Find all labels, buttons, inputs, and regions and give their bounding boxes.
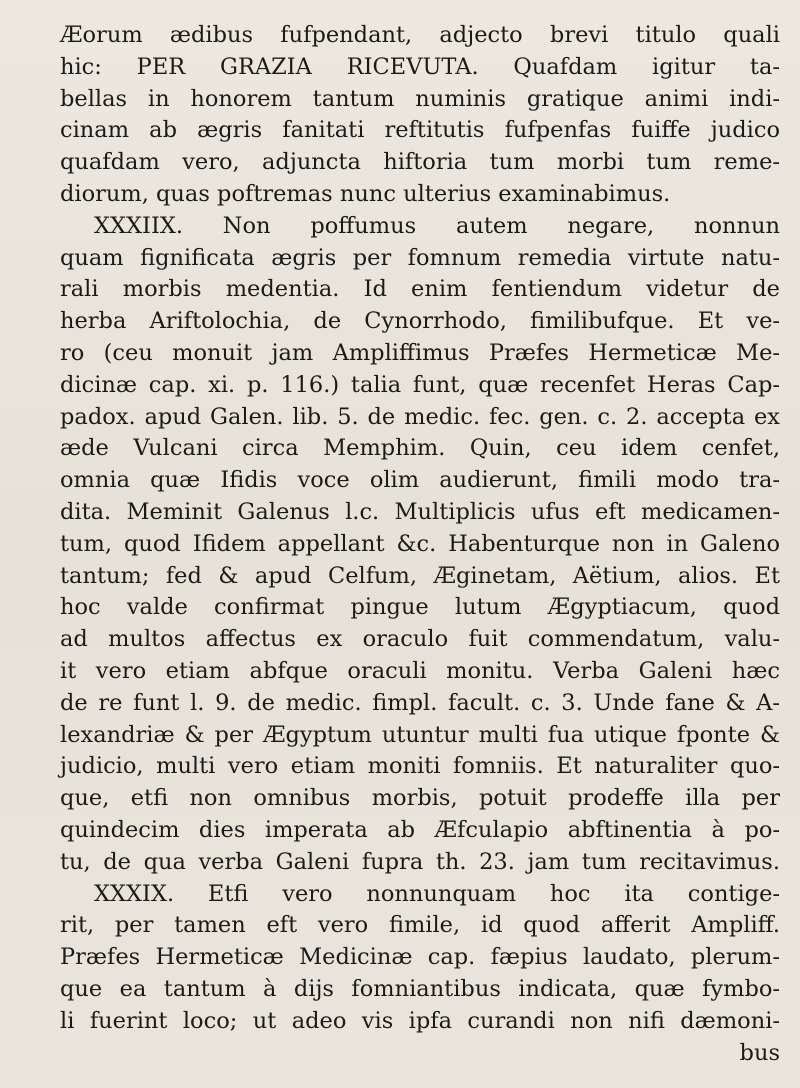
text-line: æde Vulcani circa Memphim. Quin, ceu idem cenfet, — [60, 435, 780, 462]
text-line: herba Ariftolochia, de Cynorrhodo, fimilibufque. Et ve- — [60, 308, 780, 335]
section-heading-line: XXXIX. Etfi vero nonnunquam hoc ita contige- — [94, 880, 780, 907]
text-line: cinam ab ægris fanitati reftitutis fufpenfas fuiffe judico — [60, 117, 780, 144]
text-block — [60, 20, 780, 1069]
text-line: hic: PER GRAZIA RICEVUTA. Quafdam igitur ta- — [60, 53, 780, 80]
text-line: quindecim dies imperata ab Æfculapio abftinentia à po- — [60, 816, 780, 843]
text-line: ad multos affectus ex oraculo fuit commendatum, valu- — [60, 626, 780, 653]
text-line: bellas in honorem tantum numinis gratique animi indi- — [60, 85, 780, 112]
text-line: diorum, quas poftremas nunc ulterius examinabimus. — [60, 180, 671, 207]
text-line: que ea tantum à dijs fomniantibus indicata, quæ fymbo- — [60, 975, 780, 1002]
text-line: lexandriæ & per Ægyptum utuntur multi fua utique fponte & — [60, 721, 780, 748]
text-line: quam fignificata ægris per fomnum remedia virtute natu- — [60, 244, 780, 271]
text-line: tu, de qua verba Galeni fupra th. 23. jam tum recitavimus. — [60, 848, 780, 875]
text-line: padox. apud Galen. lib. 5. de medic. fec. gen. c. 2. accepta ex — [60, 403, 780, 430]
text-line: omnia quæ Ifidis voce olim audierunt, fimili modo tra- — [60, 467, 780, 494]
text-line: quafdam vero, adjuncta hiftoria tum morbi tum reme- — [60, 149, 780, 176]
catchword: bus — [739, 1039, 780, 1066]
text-line: rali morbis medentia. Id enim fentiendum videtur de — [60, 276, 780, 303]
text-line: que, etfi non omnibus morbis, potuit prodeffe illa per — [60, 785, 780, 812]
text-line: li fuerint loco; ut adeo vis ipfa curandi non nifi dæmoni- — [60, 1007, 780, 1034]
text-line: ro (ceu monuit jam Ampliffimus Præfes Hermeticæ Me- — [60, 339, 780, 366]
text-line: it vero etiam abfque oraculi monitu. Verba Galeni hæc — [60, 657, 780, 684]
text-line: judicio, multi vero etiam moniti fomniis. Et naturaliter quo- — [60, 753, 780, 780]
text-line: de re funt l. 9. de medic. fimpl. facult. c. 3. Unde fane & A- — [60, 689, 780, 716]
text-line: dicinæ cap. xi. p. 116.) talia funt, quæ recenfet Heras Cap- — [60, 371, 780, 398]
text-line: Æorum ædibus fufpendant, adjecto brevi titulo quali — [60, 22, 780, 48]
text-line: rit, per tamen eft vero fimile, id quod afferit Ampliff. — [60, 912, 780, 939]
text-line: Præfes Hermeticæ Medicinæ cap. fæpius laudato, plerum- — [60, 944, 780, 971]
text-line: dita. Meminit Galenus l.c. Multiplicis ufus eft medicamen- — [60, 498, 780, 525]
text-line: tantum; fed & apud Celfum, Æginetam, Aëtium, alios. Et — [60, 562, 780, 589]
text-line: tum, quod Ifidem appellant &c. Habenturque non in Galeno — [60, 530, 780, 557]
section-heading-line: XXXIIX. Non poffumus autem negare, nonnun — [94, 212, 780, 239]
text-line: hoc valde confirmat pingue lutum Ægyptiacum, quod — [60, 594, 780, 621]
